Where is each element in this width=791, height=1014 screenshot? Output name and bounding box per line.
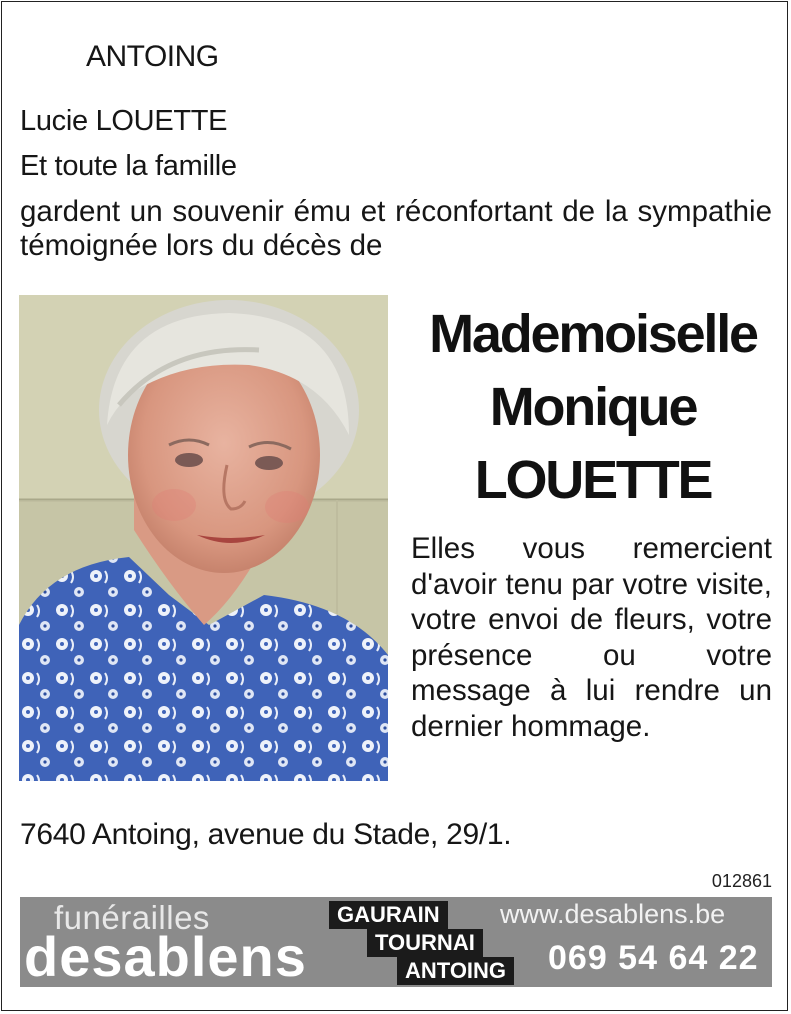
deceased-portrait xyxy=(19,295,388,781)
funeral-home-banner xyxy=(20,897,772,987)
family-member-name: Lucie LOUETTE xyxy=(20,105,228,137)
reference-number: 012861 xyxy=(711,871,772,891)
banner-city-antoing: ANTOING xyxy=(397,957,514,985)
deceased-name xyxy=(408,298,778,517)
banner-phone: 069 54 64 22 xyxy=(548,939,759,977)
deceased-title: Mademoiselle xyxy=(429,304,757,364)
banner-city-gaurain: GAURAIN xyxy=(329,901,448,929)
banner-brand: desablens xyxy=(24,925,307,987)
thanks-paragraph: Elles vous remercient d'avoir tenu par votre visite, votre envoi de fleurs, votre présence ou votre message à lui rendre un dernier hommage. xyxy=(411,532,772,743)
intro-paragraph: gardent un souvenir ému et réconfortant de la sympathie témoignée lors du décès de xyxy=(20,195,772,262)
banner-website: www.desablens.be xyxy=(500,899,726,929)
banner-funerailles: funérailles xyxy=(54,899,210,936)
deceased-first-name: Monique xyxy=(489,377,697,437)
family-line: Et toute la famille xyxy=(20,150,237,182)
family-address: 7640 Antoing, avenue du Stade, 29/1. xyxy=(20,818,512,851)
banner-city-tournai: TOURNAI xyxy=(367,929,483,957)
town-heading: ANTOING xyxy=(86,40,219,73)
deceased-last-name: LOUETTE xyxy=(474,450,712,510)
